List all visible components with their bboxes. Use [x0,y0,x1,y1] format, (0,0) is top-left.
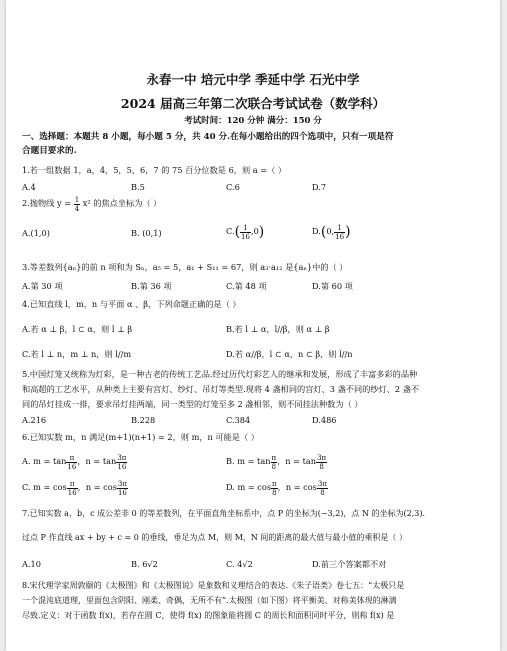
q4-option-c: C.若 l ⊥ n，m ⊥ n，则 l//m [22,349,132,359]
exam-title: 2024 届高三年第二次联合考试试卷（数学科） [120,96,386,111]
q2-option-c: C.( $\frac{1}{16}$ ,0) [226,223,265,241]
question-2-stem: 2.抛物线 y = $\frac{1}{4}$ x² 的焦点坐标为（ ） [22,195,162,213]
question-5-line-2: 和高超的工艺水平，从种类上主要有宫灯、纱灯、吊灯等类型.现将 4 盏相同的宫灯、3 盏不同的纱灯、2 盏不 [22,384,420,394]
question-6-stem: 6.已知实数 m，n 满足(m+1)(n+1) = 2，则 m，n 可能是（ ） [22,432,259,442]
q5-option-d: D.486 [312,415,337,425]
q6-option-b: B. m = tan $\frac{\pi}{8}$ ，n = tan $\frac{3\pi}{8}$ [226,453,327,471]
question-1-stem: 1.若一组数据 1，a，4，5，5，6，7 的 75 百分位数是 6，则 a =（ ） [22,165,287,175]
q1-option-d: D.7 [312,182,327,192]
q2-option-a: A.(1,0) [22,228,50,238]
q7-option-d: D.前三个答案都不对 [312,559,387,569]
exam-info: 考试时间：120 分钟 满分：150 分 [184,116,322,126]
school-names: 永春一中 培元中学 季延中学 石光中学 [146,72,360,87]
q4-option-a: A.若 α ⊥ β，l ⊂ α，则 l ⊥ β [22,324,133,334]
q2-option-b: B. (0,1) [131,228,162,238]
question-8-line-1: 8.宋代理学家周敦颐的《太极图》和《太极图说》是象数和义理结合的表达.《朱子语类》卷七五：“太极只是 [22,581,405,590]
question-7-line-2: 过点 P 作直线 ax + by + c = 0 的垂线，垂足为点 M，则 M，N 间的距离的最大值与最小值的乘积是（ ） [22,533,407,542]
question-3-stem: 3.等差数列{aₙ}的前 n 项和为 Sₙ，a₅ = 5，a₁ + S₁₁ = 67，则 a₃·a₁₂ 是{aₙ}中的（ ） [22,262,348,272]
q3-option-b: B.第 36 项 [131,281,172,291]
q5-option-a: A.216 [22,415,47,425]
question-8-line-3: 尽致.定义：对于函数 f(x)，若存在圆 C，使得 f(x) 的图象能将圆 C 的周长和面积同时平分，则称 f(x) 是 [22,611,395,620]
q3-option-a: A.第 30 项 [22,281,63,291]
question-5-line-1: 5.中国灯笼又统称为灯彩，是一种古老的传统工艺品.经过历代灯彩艺人的继承和发展，形成了丰富多彩的品种 [22,369,418,379]
q5-option-b: B.228 [131,415,156,425]
q1-option-a: A.4 [22,182,36,192]
q6-option-d: D. m = cos $\frac{\pi}{8}$ ，n = cos $\frac{3\pi}{8}$ [226,479,327,497]
q7-option-c: C. 4√2 [226,559,253,569]
q1-option-c: C.6 [226,182,240,192]
section-heading: 一、选择题：本题共 8 小题，每小题 5 分，共 40 分.在每小题给出的四个选项中，只有一项是符 [22,132,394,142]
q7-option-a: A.10 [22,559,41,569]
question-8-line-2: 一个混沌底道理，里面包含阴阳、刚柔、奇偶，无所不有”.太极图（如下图）将平衡美、对称美体现的淋漓 [22,596,397,605]
q7-option-b: B. 6√2 [131,559,158,569]
q1-option-b: B.5 [131,182,145,192]
q3-option-c: C.第 48 项 [226,281,267,291]
section-heading-cont: 合题目要求的. [22,146,77,156]
q5-option-c: C.384 [226,415,251,425]
q4-option-b: B.若 l ⊥ α，l//β，则 α ⊥ β [226,324,330,334]
fraction: $\frac{1}{4}$ [74,195,80,213]
q6-option-c: C. m = cos $\frac{\pi}{16}$ ，n = cos $\frac{3\pi}{16}$ [22,479,127,497]
exam-page [6,0,500,651]
question-5-line-3: 同的吊灯挂成一排，要求吊灯挂两端，同一类型的灯笼至多 2 盏相邻，则不同挂法种数为（ ） [22,399,363,409]
q3-option-d: D.第 60 项 [312,281,353,291]
q6-option-a: A. m = tan $\frac{\pi}{16}$ ，n = tan $\frac{3\pi}{16}$ [22,453,127,471]
q2-option-d: D.(0, $\frac{1}{16}$ ) [312,223,351,241]
question-4-stem: 4.已知直线 l，m，n 与平面 α 、β，下列命题正确的是（ ） [22,299,241,309]
question-7-line-1: 7.已知实数 a，b，c 成公差非 0 的等差数列，在平面直角坐标系中，点 P 的坐标为(−3,2)，点 N 的坐标为(2,3). [22,509,425,518]
q4-option-d: D.若 α//β，l ⊂ α，n ⊂ β，则 l//n [226,349,353,359]
